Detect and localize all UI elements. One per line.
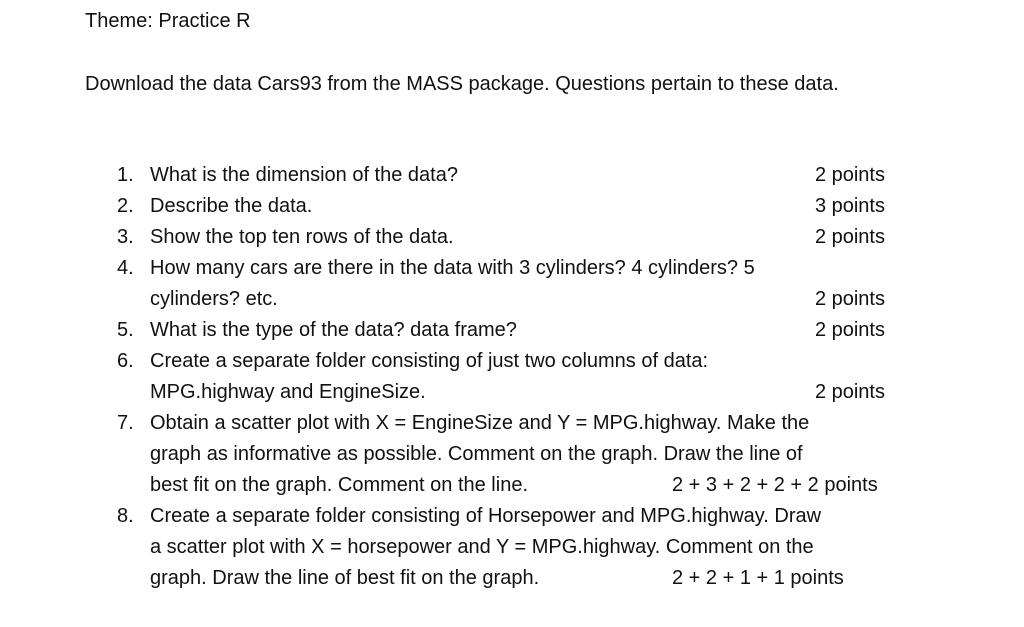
question-points: 2 + 2 + 1 + 1 points bbox=[672, 567, 844, 589]
question-text-continued: a scatter plot with X = horsepower and Y = MPG.highway. Comment on the bbox=[150, 536, 814, 558]
question-text: Describe the data. bbox=[150, 195, 313, 217]
question-text-continued: MPG.highway and EngineSize. bbox=[150, 381, 426, 403]
theme-heading: Theme: Practice R bbox=[85, 10, 251, 32]
question-points: 2 points bbox=[814, 164, 885, 186]
question-number: 2. bbox=[117, 195, 134, 217]
question-points: 2 + 3 + 2 + 2 + 2 points bbox=[672, 474, 878, 496]
question-number: 5. bbox=[117, 319, 134, 341]
question-text: How many cars are there in the data with 3 cylinders? 4 cylinders? 5 bbox=[150, 257, 755, 279]
question-text: Show the top ten rows of the data. bbox=[150, 226, 454, 248]
question-text: What is the type of the data? data frame? bbox=[150, 319, 517, 341]
question-text-continued: graph as informative as possible. Comment on the graph. Draw the line of bbox=[150, 443, 803, 465]
question-number: 7. bbox=[117, 412, 134, 434]
question-text: What is the dimension of the data? bbox=[150, 164, 458, 186]
question-number: 3. bbox=[117, 226, 134, 248]
question-text-continued: best fit on the graph. Comment on the line. bbox=[150, 474, 528, 496]
intro-paragraph: Download the data Cars93 from the MASS package. Questions pertain to these data. bbox=[85, 73, 839, 95]
question-points: 2 points bbox=[814, 226, 885, 248]
question-number: 1. bbox=[117, 164, 134, 186]
question-points: 2 points bbox=[814, 319, 885, 341]
question-points: 3 points bbox=[814, 195, 885, 217]
question-text: Create a separate folder consisting of just two columns of data: bbox=[150, 350, 709, 372]
question-text: Obtain a scatter plot with X = EngineSize and Y = MPG.highway. Make the bbox=[150, 412, 810, 434]
question-number: 8. bbox=[117, 505, 134, 527]
question-points: 2 points bbox=[814, 288, 885, 310]
question-points: 2 points bbox=[814, 381, 885, 403]
question-text: Create a separate folder consisting of Horsepower and MPG.highway. Draw bbox=[150, 505, 822, 527]
question-text-continued: graph. Draw the line of best fit on the graph. bbox=[150, 567, 540, 589]
question-number: 6. bbox=[117, 350, 134, 372]
question-number: 4. bbox=[117, 257, 134, 279]
question-text-continued: cylinders? etc. bbox=[150, 288, 278, 310]
